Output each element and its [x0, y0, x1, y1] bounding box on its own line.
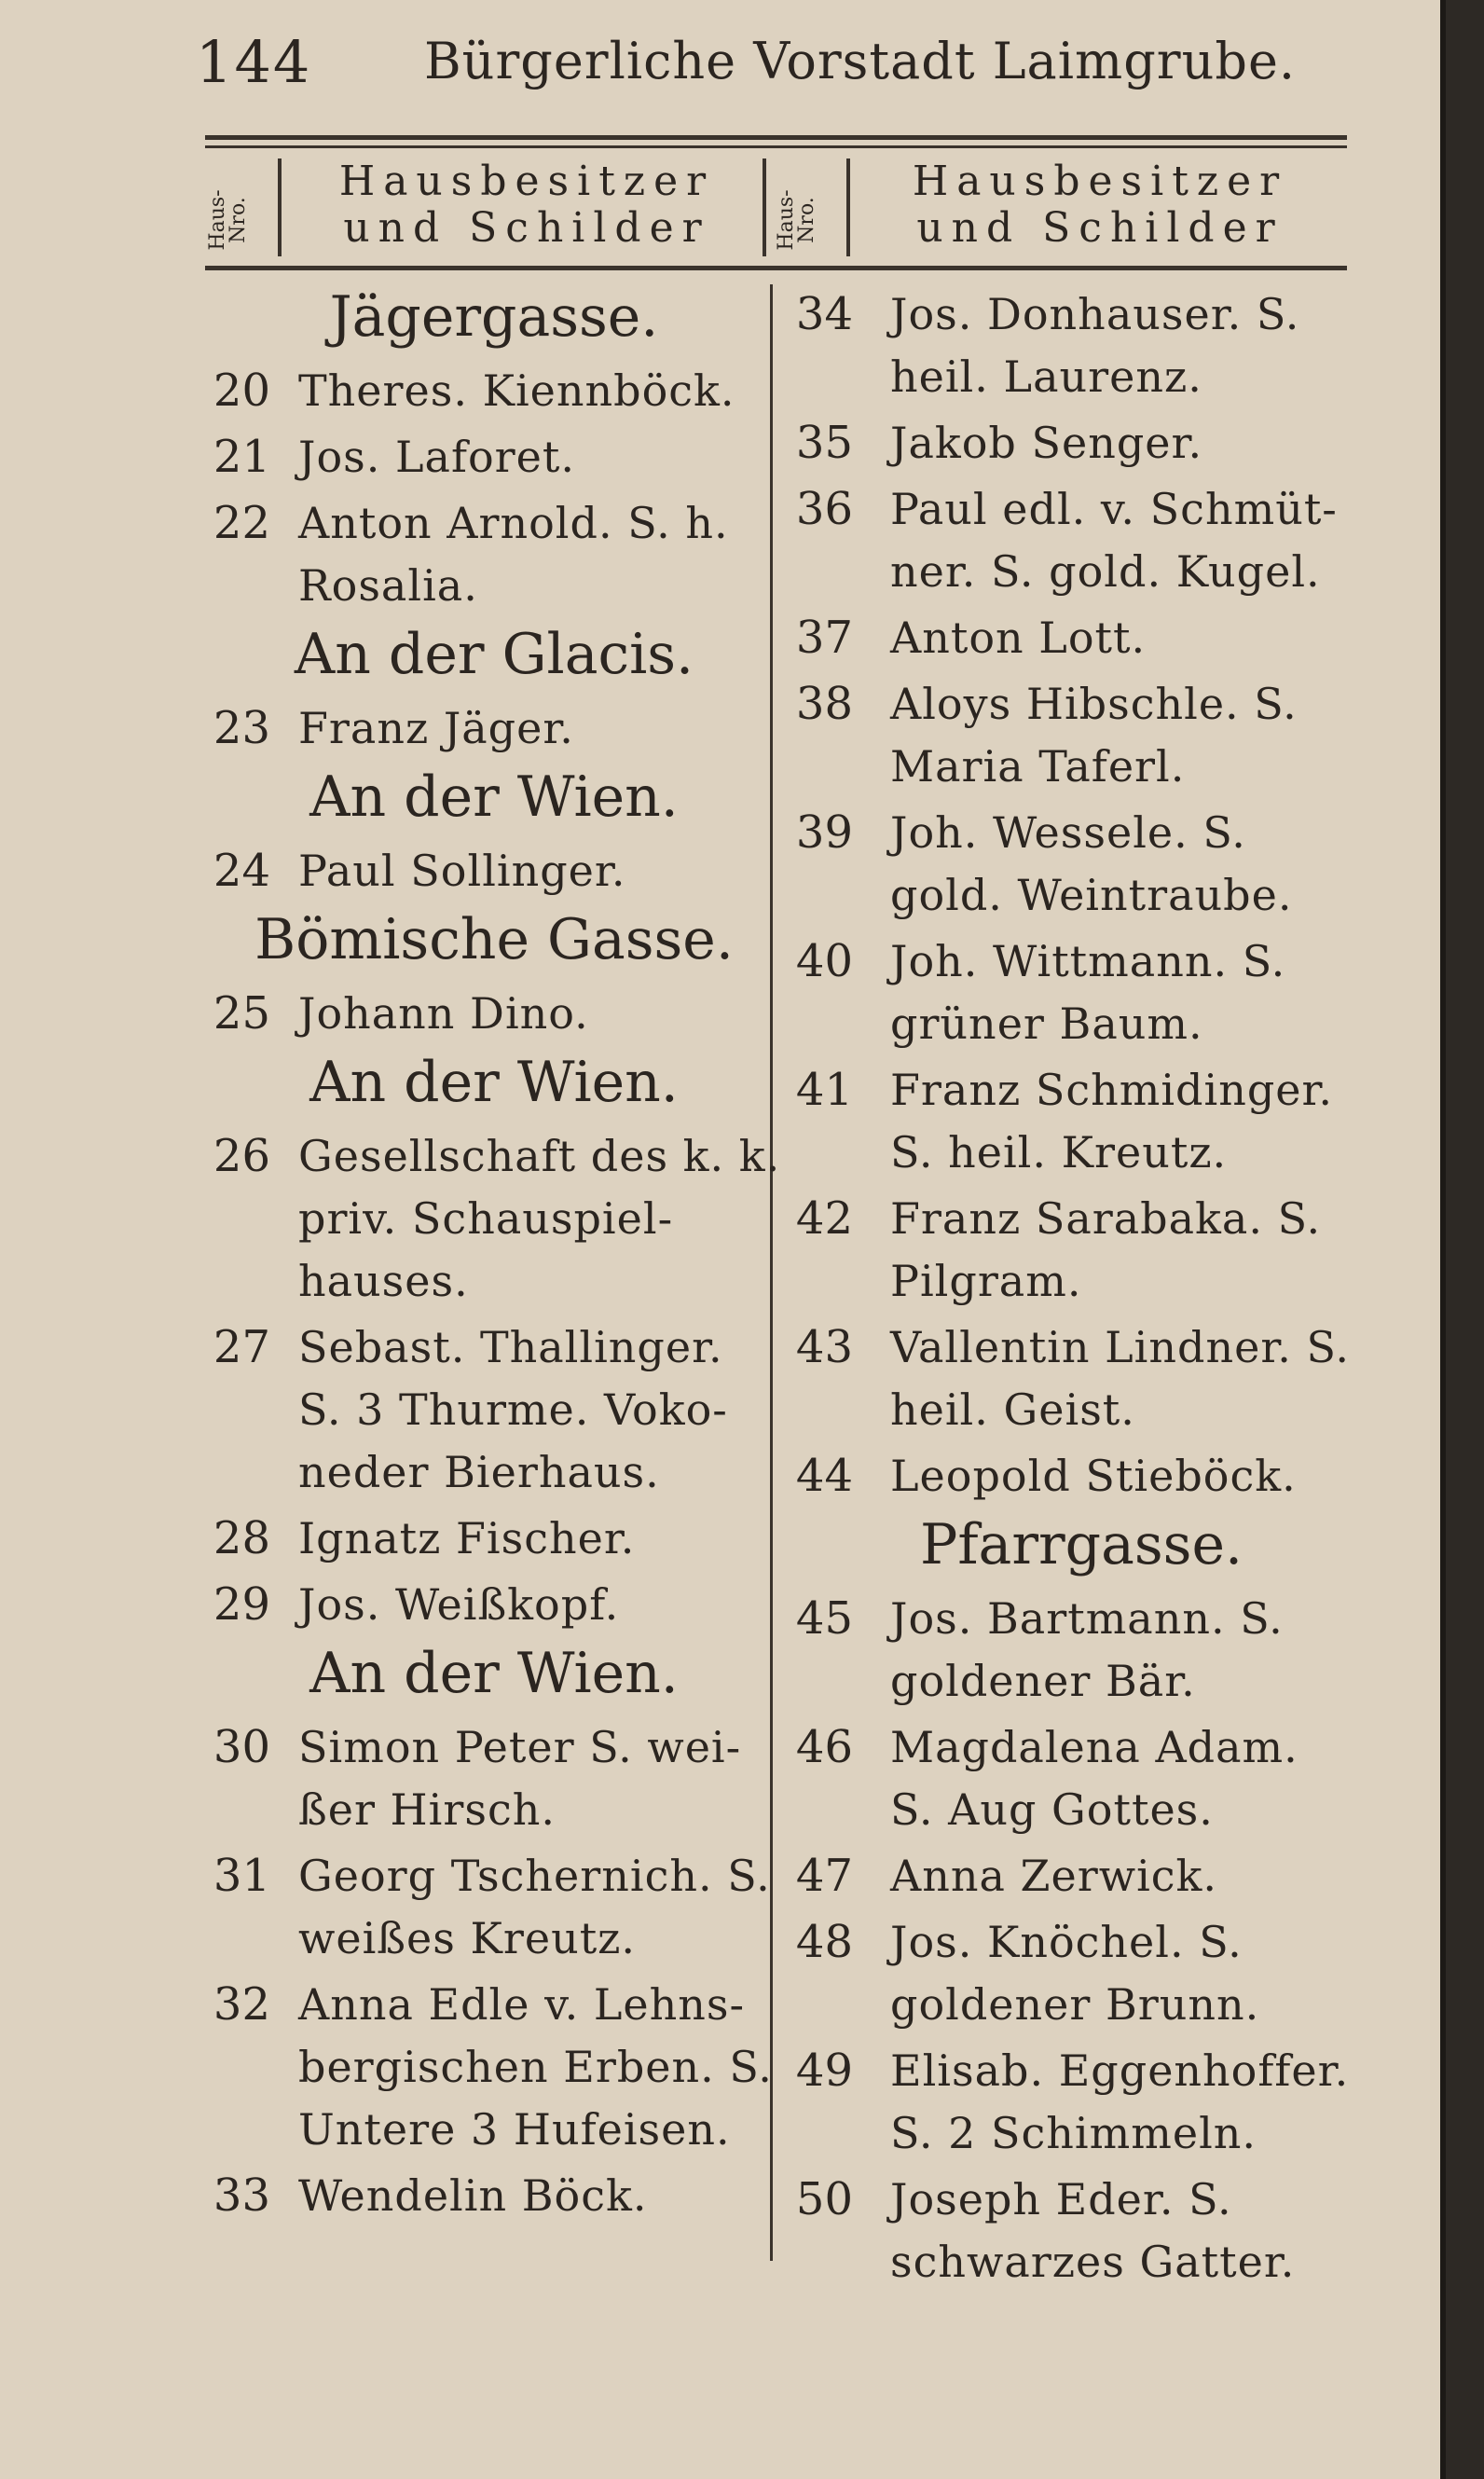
owner-line: Franz Schmidinger. — [890, 1065, 1334, 1115]
house-number: 38 — [795, 678, 853, 730]
header-rule — [205, 135, 1347, 140]
owner-line: bergischen Erben. S. — [298, 2042, 773, 2092]
owner-line: Joh. Wittmann. S. — [890, 936, 1286, 986]
house-number: 21 — [213, 431, 270, 483]
owner-line: S. heil. Kreutz. — [890, 1127, 1228, 1178]
nro-label: Haus-Nro. — [206, 189, 250, 251]
owner-line: Theres. Kiennböck. — [298, 365, 735, 416]
owner-line: goldener Bär. — [890, 1656, 1196, 1706]
owner-line: Magdalena Adam. — [890, 1722, 1298, 1772]
house-number: 35 — [795, 417, 853, 469]
column-divider — [846, 158, 850, 256]
owner-line: Pilgram. — [890, 1256, 1082, 1306]
house-number: 44 — [795, 1450, 853, 1502]
owner-line: Jakob Senger. — [890, 418, 1203, 468]
house-number: 25 — [213, 987, 270, 1040]
owner-line: heil. Geist. — [890, 1384, 1135, 1435]
owner-line: Jos. Donhauser. S. — [890, 289, 1300, 339]
owner-line: Jos. Weißkopf. — [298, 1579, 620, 1630]
owner-line: S. 3 Thurme. Voko- — [298, 1384, 728, 1435]
owner-line: Anton Arnold. S. h. — [298, 498, 729, 548]
house-number: 34 — [795, 288, 853, 340]
owner-line: Sebast. Thallinger. — [298, 1322, 723, 1372]
house-number: 29 — [213, 1578, 270, 1631]
house-number: 28 — [213, 1512, 270, 1564]
owner-line: Rosalia. — [298, 560, 478, 611]
owner-line: Anton Lott. — [890, 613, 1147, 663]
owner-line: Jos. Knöchel. S. — [890, 1917, 1243, 1967]
column-head-owner-left — [289, 158, 764, 261]
owner-line: ßer Hirsch. — [298, 1784, 556, 1835]
house-number: 24 — [213, 845, 270, 897]
owner-line: Johann Dino. — [298, 988, 589, 1039]
header-rule — [205, 145, 1347, 148]
page-edge — [1440, 0, 1484, 2479]
owner-label: und Schilder — [343, 204, 710, 252]
street-heading: An der Wien. — [309, 1641, 679, 1706]
house-number: 41 — [795, 1064, 853, 1116]
owner-line: Anna Edle v. Lehns- — [298, 1979, 746, 2030]
owner-line: Paul edl. v. Schmüt- — [890, 484, 1338, 534]
owner-label: und Schilder — [916, 204, 1284, 252]
owner-line: Gesellschaft des k. k. — [298, 1131, 781, 1181]
house-number: 22 — [213, 497, 270, 549]
street-heading: An der Glacis. — [294, 622, 694, 687]
owner-line: Wendelin Böck. — [298, 2170, 648, 2221]
owner-line: grüner Baum. — [890, 998, 1203, 1049]
owner-line: gold. Weintraube. — [890, 870, 1293, 920]
street-heading: Bömische Gasse. — [254, 907, 734, 972]
house-number: 48 — [795, 1916, 853, 1968]
owner-line: Anna Zerwick. — [890, 1851, 1218, 1901]
house-number: 26 — [213, 1130, 270, 1182]
column-head-nro-left — [177, 158, 280, 261]
owner-line: Joseph Eder. S. — [890, 2174, 1232, 2224]
house-number: 46 — [795, 1721, 853, 1773]
owner-line: goldener Brunn. — [890, 1979, 1260, 2030]
house-number: 49 — [795, 2045, 853, 2097]
house-number: 45 — [795, 1592, 853, 1645]
owner-line: ner. S. gold. Kugel. — [890, 546, 1321, 597]
street-heading: An der Wien. — [309, 1050, 679, 1115]
owner-line: Leopold Stieböck. — [890, 1451, 1297, 1501]
owner-line: weißes Kreutz. — [298, 1913, 637, 1963]
owner-line: S. 2 Schimmeln. — [890, 2108, 1257, 2158]
owner-line: Ignatz Fischer. — [298, 1513, 636, 1563]
nro-label: Haus-Nro. — [775, 189, 818, 251]
owner-line: Vallentin Lindner. S. — [890, 1322, 1350, 1372]
house-number: 40 — [795, 935, 853, 987]
owner-line: Simon Peter S. wei- — [298, 1722, 742, 1772]
owner-line: Georg Tschernich. S. — [298, 1851, 771, 1901]
house-number: 43 — [795, 1321, 853, 1373]
owner-line: Elisab. Eggenhoffer. — [890, 2045, 1350, 2096]
house-number: 31 — [213, 1850, 270, 1902]
house-number: 50 — [795, 2173, 853, 2225]
house-number: 32 — [213, 1978, 270, 2031]
owner-line: Paul Sollinger. — [298, 846, 626, 896]
owner-line: hauses. — [298, 1256, 469, 1306]
owner-line: Jos. Bartmann. S. — [890, 1593, 1284, 1644]
house-number: 42 — [795, 1192, 853, 1245]
house-number: 30 — [213, 1721, 270, 1773]
owner-label: Hausbesitzer — [912, 158, 1288, 205]
running-title: Bürgerliche Vorstadt Laimgrube. — [424, 32, 1297, 90]
owner-line: Aloys Hibschle. S. — [890, 679, 1298, 729]
street-heading: Jägergasse. — [329, 284, 659, 350]
owner-label: Hausbesitzer — [338, 158, 715, 205]
house-number: 36 — [795, 483, 853, 535]
owner-line: Untere 3 Hufeisen. — [298, 2104, 731, 2155]
column-divider — [278, 158, 282, 256]
column-head-owner-right — [858, 158, 1342, 261]
owner-line: Joh. Wessele. S. — [890, 807, 1246, 858]
owner-line: schwarzes Gatter. — [890, 2237, 1296, 2287]
owner-line: neder Bierhaus. — [298, 1447, 660, 1497]
owner-line: Jos. Laforet. — [298, 432, 575, 482]
page-number: 144 — [196, 28, 312, 96]
running-head — [0, 19, 1440, 96]
owner-line: heil. Laurenz. — [890, 351, 1202, 402]
house-number: 37 — [795, 612, 853, 664]
header-rule — [205, 266, 1347, 270]
street-heading: Pfarrgasse. — [919, 1512, 1244, 1577]
owner-line: Franz Jäger. — [298, 703, 574, 753]
owner-line: Maria Taferl. — [890, 741, 1186, 792]
owner-line: S. Aug Gottes. — [890, 1784, 1214, 1835]
house-number: 27 — [213, 1321, 270, 1373]
column-divider — [763, 158, 766, 256]
owner-line: priv. Schauspiel- — [298, 1193, 674, 1244]
house-number: 20 — [213, 365, 270, 417]
house-number: 33 — [213, 2169, 270, 2222]
house-number: 39 — [795, 806, 853, 859]
street-heading: An der Wien. — [309, 764, 679, 830]
owner-line: Franz Sarabaka. S. — [890, 1193, 1322, 1244]
house-number: 47 — [795, 1850, 853, 1902]
house-number: 23 — [213, 702, 270, 754]
column-head-nro-right — [746, 158, 848, 261]
